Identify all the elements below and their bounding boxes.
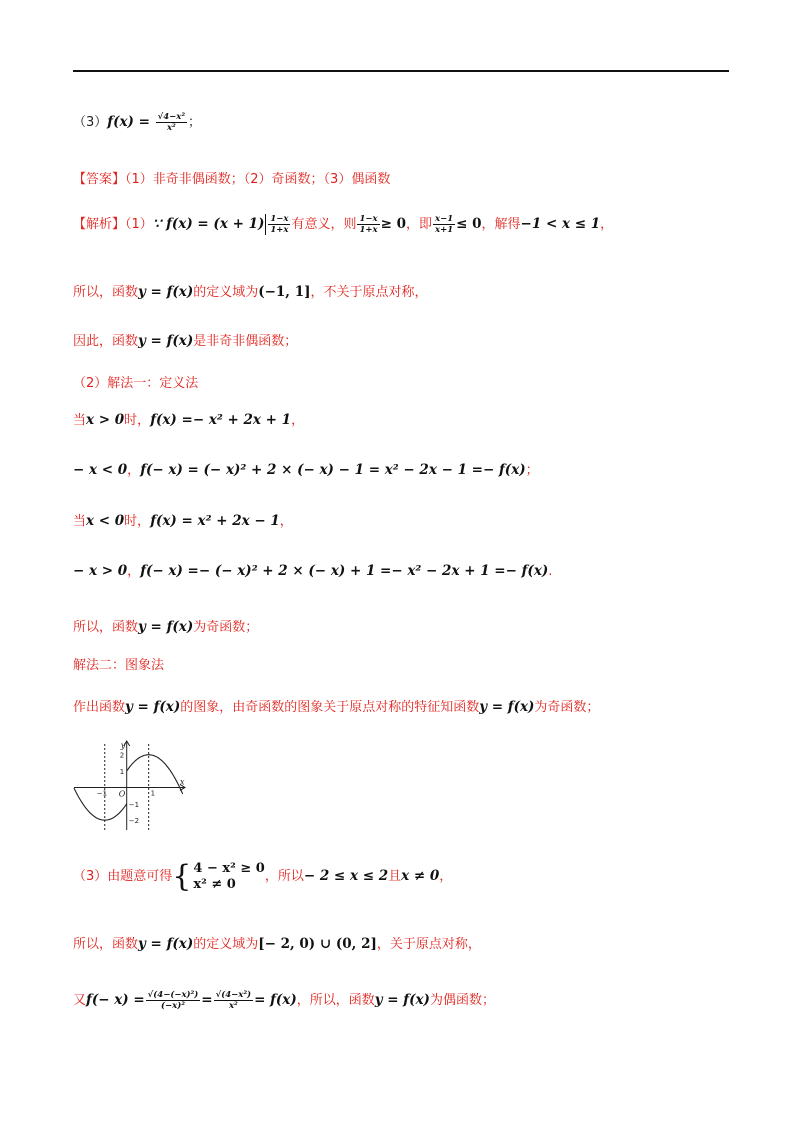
- problem-fraction: $\frac{\text{√4−x²}}{\text{x²}}$: [157, 112, 186, 133]
- inequality-system: 4 − x² ≥ 0 x² ≠ 0: [193, 860, 265, 892]
- header-rule: [73, 70, 729, 72]
- y-axis-label: y: [120, 741, 126, 750]
- final-fraction-2: $\frac{\text{√(4−x²)}}{\text{x²}}$: [215, 990, 252, 1011]
- domain-line-1: 所以，函数y = f(x)的定义域为(−1, 1]，不关于原点对称，: [73, 284, 428, 300]
- curve-right-branch: [127, 755, 183, 794]
- tick-x-neg1: −1: [96, 789, 108, 798]
- problem-formula: f(x) =: [107, 114, 155, 130]
- conclusion-line-1: 因此，函数y = f(x)是非奇非偶函数；: [73, 333, 298, 349]
- sqrt-fraction: $\frac{1-x}{1+x}$: [265, 214, 290, 235]
- final-fraction-1: $\frac{\text{√(4−(−x)²)}}{\text{(−x)²}}$: [147, 990, 199, 1011]
- problem-3: （3）f(x) = $\frac{\text{√4−x²}}{\text{x²}}$ ；: [73, 112, 202, 133]
- ineq1-fraction: $\frac{1-x}{1+x}$: [359, 214, 378, 235]
- tick-y-2: 2: [119, 751, 125, 760]
- graph-line: 作出函数y = f(x)的图象，由奇函数的图象关于原点对称的特征知函数y = f(x)为奇函数；: [73, 699, 600, 715]
- case2-line: 当x < 0时，f(x) = x² + 2x − 1，: [73, 513, 293, 529]
- case1-line: 当x > 0时，f(x) =− x² + 2x + 1，: [73, 412, 305, 428]
- answer-text: （1）非奇非偶函数；（2）奇函数；（3）偶函数: [125, 172, 391, 187]
- method1-title: （2）解法一：定义法: [73, 376, 199, 391]
- method2-title: 解法二：图象法: [73, 658, 165, 673]
- analysis-tag: 【解析】: [73, 217, 126, 232]
- part3-line: （3）由题意可得{ 4 − x² ≥ 0 x² ≠ 0 ，所以− 2 ≤ x ≤ 2且x ≠ 0，: [73, 858, 453, 894]
- case2b-line: − x > 0，f(− x) =− (− x)² + 2 × (− x) + 1 =− x² − 2x + 1 =− f(x).: [73, 563, 553, 579]
- answer-tag: 【答案】: [73, 172, 126, 187]
- tick-y-neg1: −1: [128, 800, 140, 809]
- origin-label: O: [118, 789, 126, 799]
- problem-label: （3）: [73, 115, 108, 130]
- tick-y-1: 1: [119, 768, 125, 777]
- function-graph: [70, 736, 190, 834]
- analysis-formula: ∵ f(x) = (x + 1): [152, 216, 265, 232]
- case1b-line: − x < 0，f(− x) = (− x)² + 2 × (− x) − 1 = x² − 2x − 1 =− f(x)；: [73, 462, 539, 478]
- tick-x-1: 1: [150, 789, 156, 798]
- domain-line-3: 所以，函数y = f(x)的定义域为[− 2, 0) ∪ (0, 2]，关于原点对称，: [73, 936, 481, 952]
- analysis-line-1: 【解析】（1）∵ f(x) = (x + 1) $\frac{1-x}{1+x}$ 有意义，则 $\frac{1-x}{1+x}$ ≥ 0，即 $\frac{x-1}{x+1}$ ≤ 0，解得−1 < x ≤ 1，: [73, 214, 614, 235]
- final-line: 又f(− x) = $\frac{\text{√(4−(−x)²)}}{\text{(−x)²}}$ = $\frac{\text{√(4−x²)}}{\text{x²}}$ = f(x)，所以，函数y = f(x)为偶函数；: [73, 990, 495, 1011]
- odd-line: 所以，函数y = f(x)为奇函数；: [73, 619, 259, 635]
- system-brace: {: [172, 858, 192, 894]
- tick-y-neg2: −2: [128, 817, 140, 826]
- x-axis-label: x: [180, 777, 185, 787]
- ineq2-fraction: $\frac{x-1}{x+1}$: [435, 214, 454, 235]
- answer-line: [73, 170, 390, 190]
- part1-result: −1 < x ≤ 1: [520, 216, 601, 232]
